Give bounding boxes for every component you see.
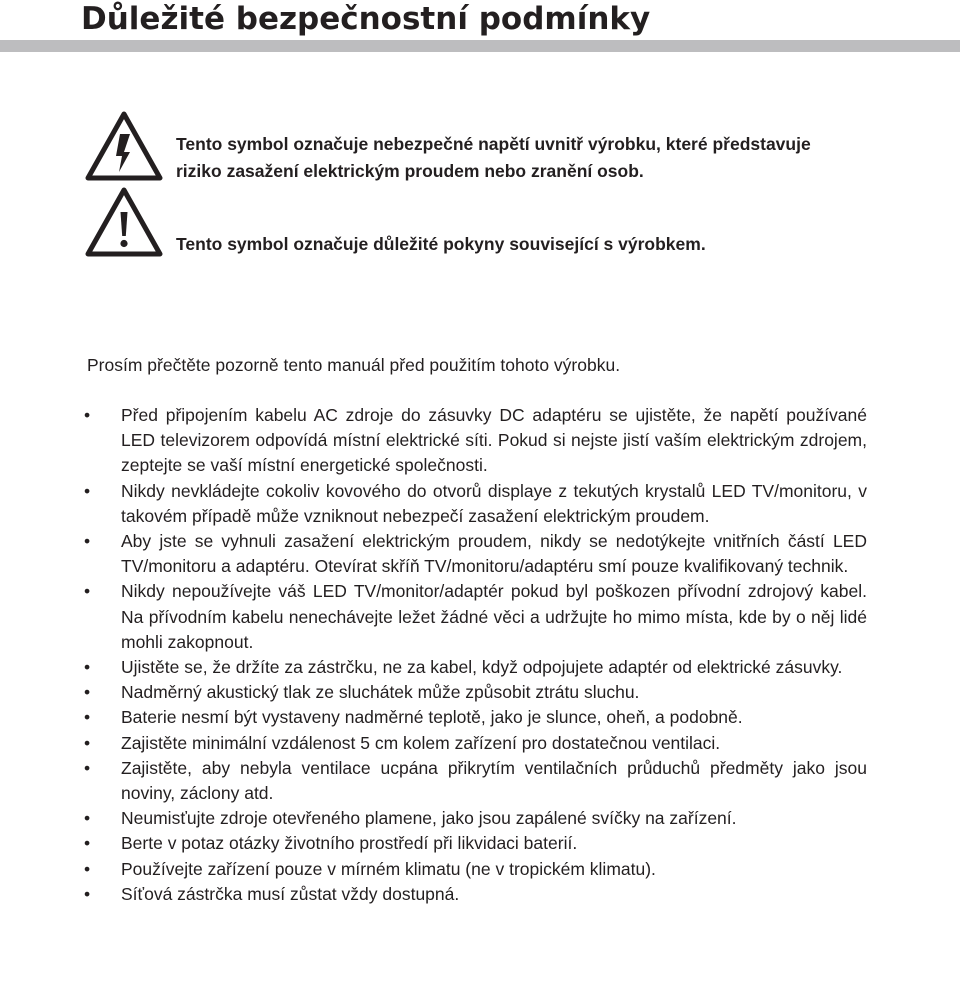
bullet: • [84,682,91,703]
bullet: • [84,581,91,602]
list-item [0,579,867,655]
rule-text: Nikdy nepoužívejte váš LED TV/monitor/adaptér pokud byl poškozen přívodní zdrojový kabel. Na přívodním kabelu nenechávejte ležet žádné věci a udržujte ho mimo místa, kde by o něj lidé mohli zakopnout. [121,581,867,652]
title-underline-bar [0,40,960,52]
rule-text: Zajistěte minimální vzdálenost 5 cm kolem zařízení pro dostatečnou ventilaci. [121,732,721,753]
symbol-text-line: Tento symbol označuje důležité pokyny související s výrobkem. [176,234,706,254]
page-title: Důležité bezpečnostní podmínky [81,1,651,37]
bullet: • [84,883,91,904]
list-item [0,655,867,680]
lightning-warning-icon [84,110,164,182]
list-item [0,857,867,882]
bullet: • [84,480,91,501]
bullet: • [84,732,91,753]
bullet: • [84,833,91,854]
rule-text: Používejte zařízení pouze v mírném klimatu (ne v tropickém klimatu). [121,858,656,879]
list-item [0,756,867,806]
list-item [0,806,867,831]
symbol-text-line: riziko zasažení elektrickým proudem nebo zranění osob. [176,161,644,181]
list-item [0,479,867,529]
bullet: • [84,405,91,425]
exclamation-warning-icon [84,186,164,258]
bullet: • [84,757,91,778]
list-item [0,680,867,705]
list-item [0,831,867,856]
rule-text: Před připojením kabelu AC zdroje do zásuvky DC adaptéru se ujistěte, že napětí používané LED televizorem odpovídá místní elektrické síti. Pokud si nejste jistí vaším elektrickým zdrojem, zeptejte se vaší místní energetické společnosti. [121,405,867,476]
list-item [0,529,867,579]
list-item [0,403,867,479]
bullet: • [84,808,91,829]
bullet: • [84,707,91,728]
bullet: • [84,531,91,552]
list-item [0,705,867,730]
symbol-text-line: Tento symbol označuje nebezpečné napětí uvnitř výrobku, které představuje [176,134,811,154]
exclamation-symbol-description [176,231,706,258]
bullet: • [84,858,91,879]
lightning-symbol-description [176,131,811,185]
bullet: • [84,657,91,678]
rule-text: Nikdy nevkládejte cokoliv kovového do otvorů displaye z tekutých krystalů LED TV/monitoru, v takovém případě může vzniknout nebezpečí zasažení elektrickým proudem. [121,480,867,526]
rule-text: Berte v potaz otázky životního prostředí při likvidaci baterií. [121,833,578,854]
rule-text: Aby jste se vyhnuli zasažení elektrickým proudem, nikdy se nedotýkejte vnitřních částí LED TV/monitoru a adaptéru. Otevírat skříň TV/monitoru/adaptéru smí pouze kvalifikovaný technik. [121,531,867,577]
rule-text: Baterie nesmí být vystaveny nadměrné teplotě, jako je slunce, oheň, a podobně. [121,707,743,728]
rule-text: Zajistěte, aby nebyla ventilace ucpána přikrytím ventilačních průduchů předměty jako jsou noviny, záclony atd. [121,757,867,804]
rule-text: Nadměrný akustický tlak ze sluchátek může způsobit ztrátu sluchu. [121,682,640,703]
safety-rules-list [0,403,960,907]
rule-text: Síťová zástrčka musí zůstat vždy dostupná. [121,883,460,904]
intro-text: Prosím přečtěte pozorně tento manuál před použitím tohoto výrobku. [87,355,621,375]
list-item [0,882,867,907]
list-item [0,731,867,756]
rule-text: Neumisťujte zdroje otevřeného plamene, jako jsou zapálené svíčky na zařízení. [121,808,737,829]
rule-text: Ujistěte se, že držíte za zástrčku, ne za kabel, když odpojujete adaptér od elektrické zásuvky. [121,657,843,678]
